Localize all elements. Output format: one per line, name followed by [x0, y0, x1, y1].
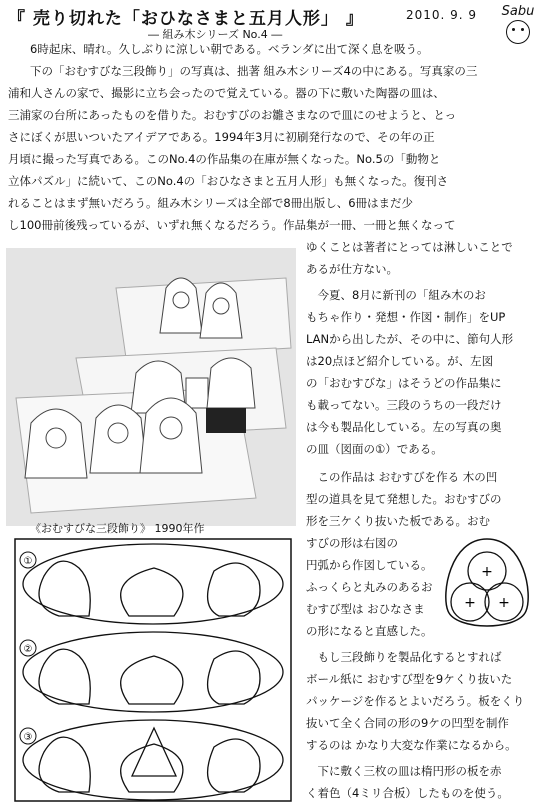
body-line: 円弧から作図している。	[306, 558, 433, 572]
body-line: LANから出したが、その中に、節句人形	[306, 332, 514, 346]
body-line: パッケージを作るとよいだろう。板をくり	[306, 694, 525, 708]
signature-block	[498, 4, 538, 44]
body-line: 今夏、8月に新刊の「組み木のお	[306, 288, 486, 302]
body-line: の皿（図面の①）である。	[306, 442, 443, 456]
diagram-drawing	[14, 538, 292, 802]
body-line: すびの形は右図の	[306, 536, 398, 550]
smiley-face-icon	[506, 20, 530, 44]
signature: Sabu	[501, 4, 535, 19]
body-line: あるが仕方ない。	[306, 262, 398, 276]
center-mark: +	[498, 595, 510, 611]
body-line: この作品は おむすびを作る 木の凹	[306, 470, 498, 484]
photo-illustration	[6, 248, 296, 526]
arc-drawing	[438, 536, 536, 636]
body-line: むすび型は おひなさま	[306, 602, 425, 616]
row-marker-3: ③	[23, 732, 33, 743]
body-line: もちゃ作り・発想・作図・制作」をUP	[306, 310, 506, 324]
body-line: 形を三ケくり抜いた板である。おむ	[306, 514, 490, 528]
body-line: 浦和人さんの家で、撮影に立ち会ったので覚えている。器の下に敷いた陶器の皿は、	[8, 86, 445, 100]
body-line: 6時起床、晴れ。久しぶりに涼しい朝である。ベランダに出て深く息を吸う。	[30, 42, 429, 56]
center-mark: +	[481, 564, 493, 580]
onigiri-arc-diagram	[438, 536, 536, 636]
body-line: ボール紙に おむすび型を9ケくり抜いた	[306, 672, 513, 686]
body-line: 下の「おむすびな三段飾り」の写真は、拙著 組み木シリーズ4の中にある。写真家の三	[30, 64, 478, 78]
diagram-caption: 《おむすびな三段飾り》 1990年作	[30, 522, 205, 535]
body-line: 下に敷く三枚の皿は楕円形の板を赤	[306, 764, 502, 778]
body-line: さにぼくが思いついたアイデアである。1994年3月に初刷発行なので、その年の正	[8, 130, 435, 144]
date: 2010. 9. 9	[406, 8, 478, 22]
body-line: し100冊前後残っているが、いずれ無くなるだろう。作品集が一冊、一冊と無くなって	[8, 218, 456, 232]
page-subtitle: ― 組み木シリーズ No.4 ―	[148, 28, 283, 41]
body-line: ゆくことは著者にとっては淋しいことで	[306, 240, 513, 254]
row-marker-2: ②	[23, 644, 33, 655]
body-line: の「おむすびな」はそうどの作品集に	[306, 376, 502, 390]
body-line: は20点ほど紹介している。が、左図	[306, 354, 494, 368]
body-line: の形になると直感した。	[306, 624, 433, 638]
body-line: 三浦家の台所にあったものを借りた。おむすびのお雛さまなので皿にのせようと、とっ	[8, 108, 457, 122]
body-line: も載ってない。三段のうちの一段だけ	[306, 398, 502, 412]
body-line: 月頃に撮った写真である。このNo.4の作品集の在庫が無くなった。No.5の「動物と	[8, 152, 441, 166]
body-line: 立体パズル」に続いて、このNo.4の「おひなさまと五月人形」も無くなった。復刊さ	[8, 174, 449, 188]
page-title: 『 売り切れた「おひなさまと五月人形」 』	[8, 9, 364, 29]
body-line: は今も製品化している。左の写真の奥	[306, 420, 502, 434]
body-line: するのは かなり大変な作業になるから。	[306, 738, 517, 752]
center-mark: +	[464, 595, 476, 611]
three-tier-diagram	[14, 538, 292, 802]
body-line: ふっくらと丸みのあるお	[306, 580, 433, 594]
body-line: 型の道具を見て発想した。おむすびの	[306, 492, 502, 506]
body-line: れることはまず無いだろう。組み木シリーズは全部で8冊出版し、6冊はまだ少	[8, 196, 414, 210]
body-line: もし三段飾りを製品化するとすれば	[306, 650, 502, 664]
hina-doll-photo	[6, 248, 296, 526]
body-line: 抜いて全く合同の形の9ケの凹型を制作	[306, 716, 509, 730]
body-line: く着色（4ミリ合板）したものを使う。	[306, 786, 509, 800]
row-marker-1: ①	[23, 556, 33, 567]
